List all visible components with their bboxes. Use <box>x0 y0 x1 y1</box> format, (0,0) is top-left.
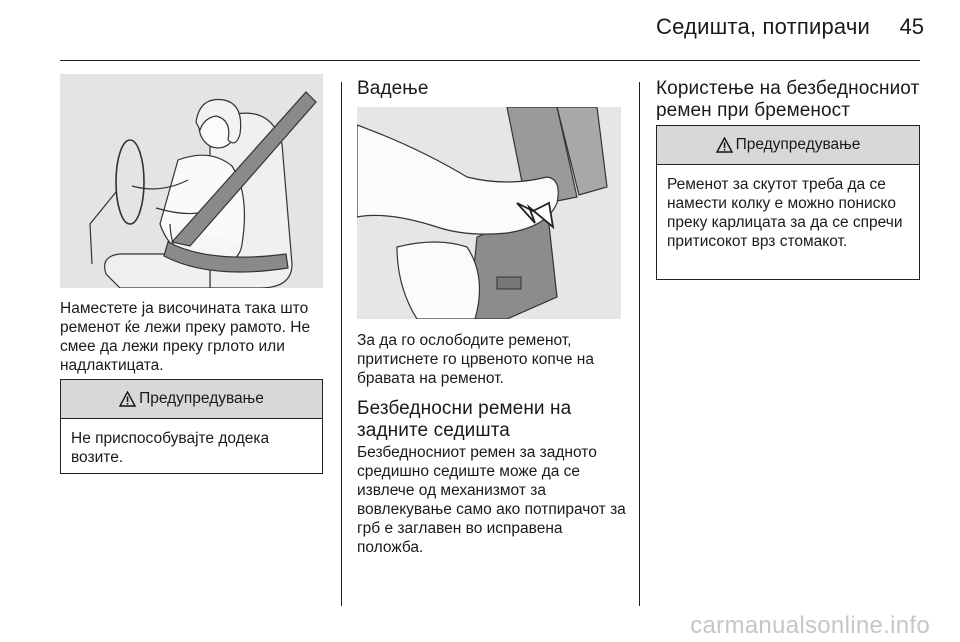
pregnant-woman-seatbelt-illustration <box>60 74 323 288</box>
adjustment-instruction-text: Наместете ја височината така што ременот ќе лежи преку рамото. Не смее да лежи преку грлото или надлактицата. <box>60 300 311 374</box>
header-rule <box>60 60 920 61</box>
warning-header <box>657 126 919 165</box>
rear-belts-text: Безбедносниот ремен за задното средишно седиште може да се извлече од механизмот за вовлекување само ако потпирачот за грб е заглавен во исправена положба. <box>357 444 626 556</box>
page-number: 45 <box>899 14 924 39</box>
section-heading-rear-belts: Безбедносни ремени на задните седишта <box>357 398 572 441</box>
warning-triangle-icon <box>119 391 136 407</box>
page-header-title: Седишта, потпирачи <box>656 14 870 39</box>
section-heading-pregnancy: Користење на безбедносниот ремен при бременост <box>656 78 920 121</box>
warning-text: Ременот за скутот треба да се намести колку е можно пониско преку карлицата за да се спречи притисокот врз стомакот. <box>667 176 903 250</box>
warning-title: Предупредување <box>139 390 264 407</box>
warning-header <box>61 380 322 419</box>
column-divider <box>639 82 640 606</box>
section-heading-removal: Вадење <box>357 78 429 99</box>
warning-box <box>656 125 920 280</box>
warning-triangle-icon <box>716 137 733 153</box>
warning-title: Предупредување <box>735 136 861 153</box>
column-divider <box>341 82 342 606</box>
watermark: carmanualsonline.info <box>690 612 930 639</box>
buckle-release-illustration <box>357 107 621 319</box>
warning-box <box>60 379 323 474</box>
warning-text: Не приспособувајте додека возите. <box>71 430 270 466</box>
buckle-release-text: За да го ослободите ременот, притиснете го црвеното копче на бравата на ременот. <box>357 332 594 387</box>
